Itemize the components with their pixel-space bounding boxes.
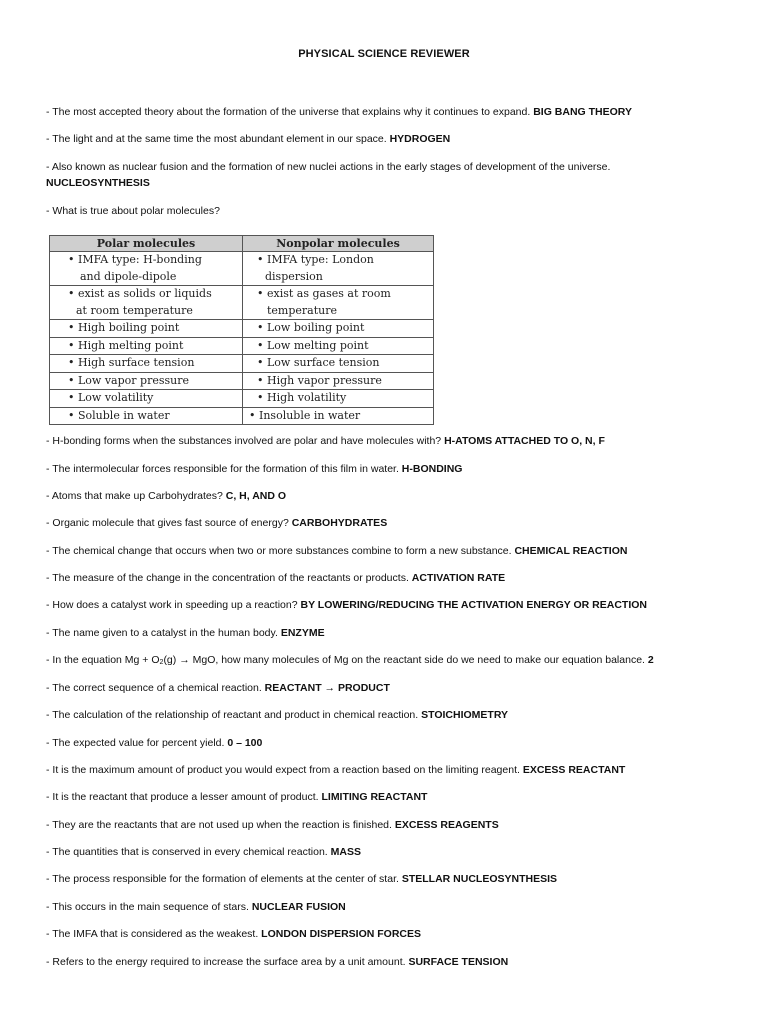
question-item: [46, 680, 726, 696]
answer-text: HYDROGEN: [389, 133, 451, 145]
table-row: [50, 372, 434, 390]
question-text: - Also known as nuclear fusion and the formation of new nuclei actions in the early stages of development of the universe.: [46, 161, 611, 173]
table-cell-polar: [50, 355, 243, 373]
question-text: (g) → MgO, how many molecules of Mg on the reactant side do we need to make our equation balance.: [163, 654, 648, 666]
question-item: [46, 735, 726, 751]
question-text: - The quantities that is conserved in every chemical reaction.: [46, 846, 331, 858]
question-item: [46, 131, 726, 147]
question-text: - It is the maximum amount of product you would expect from a reaction based on the limiting reagent.: [46, 764, 523, 776]
table-cell-nonpolar: [243, 355, 434, 373]
table-row: [50, 355, 434, 373]
question-text: - What is true about polar molecules?: [46, 205, 220, 217]
question-item: [46, 762, 726, 778]
question-item: [46, 159, 686, 191]
answer-text: CHEMICAL REACTION: [514, 545, 628, 557]
question-text: - H-bonding forms when the substances involved are polar and have molecules with?: [46, 435, 445, 447]
question-item: [46, 597, 726, 613]
cell-line: • IMFA type: London: [257, 252, 433, 269]
question-text: - The most accepted theory about the formation of the universe that explains why it continues to expand.: [46, 106, 534, 118]
table-cell-polar: [50, 390, 243, 408]
cell-line: • High vapor pressure: [257, 373, 433, 390]
question-item: [46, 954, 726, 970]
cell-line: • Soluble in water: [68, 408, 242, 425]
table-cell-nonpolar: [243, 252, 434, 286]
answer-text: CARBOHYDRATES: [291, 517, 388, 529]
table-cell-polar: [50, 320, 243, 338]
answer-text: LIMITING REACTANT: [321, 791, 428, 803]
answer-text: BIG BANG THEORY: [533, 106, 632, 118]
table-row: [50, 390, 434, 408]
answer-text: EXCESS REACTANT: [522, 764, 626, 776]
cell-line: • Insoluble in water: [249, 408, 433, 425]
question-item: [46, 515, 726, 531]
answer-text: C, H, AND O: [225, 490, 287, 502]
answer-text: BY LOWERING/REDUCING THE ACTIVATION ENERGY OR REACTION: [300, 599, 647, 611]
question-item: [46, 871, 726, 887]
question-item: [46, 104, 726, 120]
question-item: [46, 844, 726, 860]
question-item: [46, 203, 726, 219]
question-item: [46, 899, 726, 915]
question-text: - Organic molecule that gives fast source of energy?: [46, 517, 292, 529]
table-cell-nonpolar: [243, 337, 434, 355]
table-row: [50, 320, 434, 338]
table-cell-nonpolar: [243, 390, 434, 408]
cell-line: • Low boiling point: [257, 320, 433, 337]
question-text: - It is the reactant that produce a lesser amount of product.: [46, 791, 322, 803]
answer-text: H-BONDING: [401, 463, 463, 475]
question-item: [46, 570, 726, 586]
question-text: - The correct sequence of a chemical reaction.: [46, 682, 265, 694]
table-cell-polar: [50, 407, 243, 425]
answer-text: REACTANT → PRODUCT: [264, 682, 390, 694]
question-text: - The intermolecular forces responsible for the formation of this film in water.: [46, 463, 402, 475]
question-item: [46, 433, 726, 449]
cell-line: • Low volatility: [68, 390, 242, 407]
table-cell-polar: [50, 252, 243, 286]
question-item: [46, 707, 726, 723]
table-header-nonpolar: Nonpolar molecules: [243, 236, 434, 252]
answer-text: NUCLEAR FUSION: [251, 901, 346, 913]
question-text: - Refers to the energy required to increase the surface area by a unit amount.: [46, 956, 409, 968]
cell-line: • exist as solids or liquids: [68, 286, 242, 303]
cell-line: • Low melting point: [257, 338, 433, 355]
subscript-text: 2: [159, 659, 164, 666]
answer-text: H-ATOMS ATTACHED TO O, N, F: [444, 435, 605, 447]
answer-text: SURFACE TENSION: [408, 956, 509, 968]
answer-text: EXCESS REAGENTS: [394, 819, 499, 831]
cell-line: at room temperature: [76, 303, 193, 317]
answer-text: LONDON DISPERSION FORCES: [261, 928, 422, 940]
question-text: - They are the reactants that are not used up when the reaction is finished.: [46, 819, 395, 831]
question-text: - The expected value for percent yield.: [46, 737, 228, 749]
table-row: [50, 337, 434, 355]
table-cell-polar: [50, 337, 243, 355]
question-item: [46, 543, 726, 559]
question-item: [46, 461, 726, 477]
table-cell-polar: [50, 372, 243, 390]
table-cell-nonpolar: [243, 320, 434, 338]
question-text: - The measure of the change in the concentration of the reactants or products.: [46, 572, 412, 584]
answer-text: STELLAR NUCLEOSYNTHESIS: [401, 873, 558, 885]
cell-line: • High melting point: [68, 338, 242, 355]
polar-nonpolar-table: [49, 235, 434, 425]
cell-line: temperature: [267, 303, 338, 317]
table-cell-nonpolar: [243, 372, 434, 390]
answer-text: MASS: [330, 846, 361, 858]
answer-text: 0 – 100: [227, 737, 263, 749]
cell-line: • Low surface tension: [257, 355, 433, 372]
question-item: [46, 625, 726, 641]
cell-line: • Low vapor pressure: [68, 373, 242, 390]
cell-line: dispersion: [265, 269, 323, 283]
question-text: - The process responsible for the formation of elements at the center of star.: [46, 873, 402, 885]
question-text: - The chemical change that occurs when two or more substances combine to form a new substance.: [46, 545, 515, 557]
question-text: - How does a catalyst work in speeding up a reaction?: [46, 599, 301, 611]
question-item: [46, 926, 726, 942]
answer-text: ACTIVATION RATE: [411, 572, 506, 584]
table-row: [50, 407, 434, 425]
table-row: [50, 286, 434, 320]
answer-text: 2: [647, 654, 654, 666]
question-item: [46, 789, 726, 805]
question-text: - This occurs in the main sequence of stars.: [46, 901, 252, 913]
cell-line: and dipole-dipole: [80, 269, 177, 283]
question-text: - Atoms that make up Carbohydrates?: [46, 490, 226, 502]
answer-text: ENZYME: [280, 627, 325, 639]
question-text: - In the equation Mg + O: [46, 654, 160, 666]
table-header-polar: Polar molecules: [50, 236, 243, 252]
cell-line: • High volatility: [257, 390, 433, 407]
document-title: PHYSICAL SCIENCE REVIEWER: [298, 48, 470, 60]
question-item: [46, 488, 726, 504]
question-text: - The name given to a catalyst in the human body.: [46, 627, 281, 639]
question-item: [46, 652, 726, 671]
answer-text: NUCLEOSYNTHESIS: [46, 177, 150, 189]
cell-line: • High surface tension: [68, 355, 242, 372]
question-item: [46, 817, 726, 833]
table-row: [50, 252, 434, 286]
question-text: - The calculation of the relationship of reactant and product in chemical reaction.: [46, 709, 422, 721]
question-text: - The light and at the same time the most abundant element in our space.: [46, 133, 390, 145]
table-header-row: [50, 236, 434, 252]
answer-text: STOICHIOMETRY: [421, 709, 509, 721]
table-cell-polar: [50, 286, 243, 320]
cell-line: • High boiling point: [68, 320, 242, 337]
table-cell-nonpolar: [243, 407, 434, 425]
question-text: - The IMFA that is considered as the weakest.: [46, 928, 262, 940]
cell-line: • exist as gases at room: [257, 286, 433, 303]
table-cell-nonpolar: [243, 286, 434, 320]
cell-line: • IMFA type: H-bonding: [68, 252, 242, 269]
